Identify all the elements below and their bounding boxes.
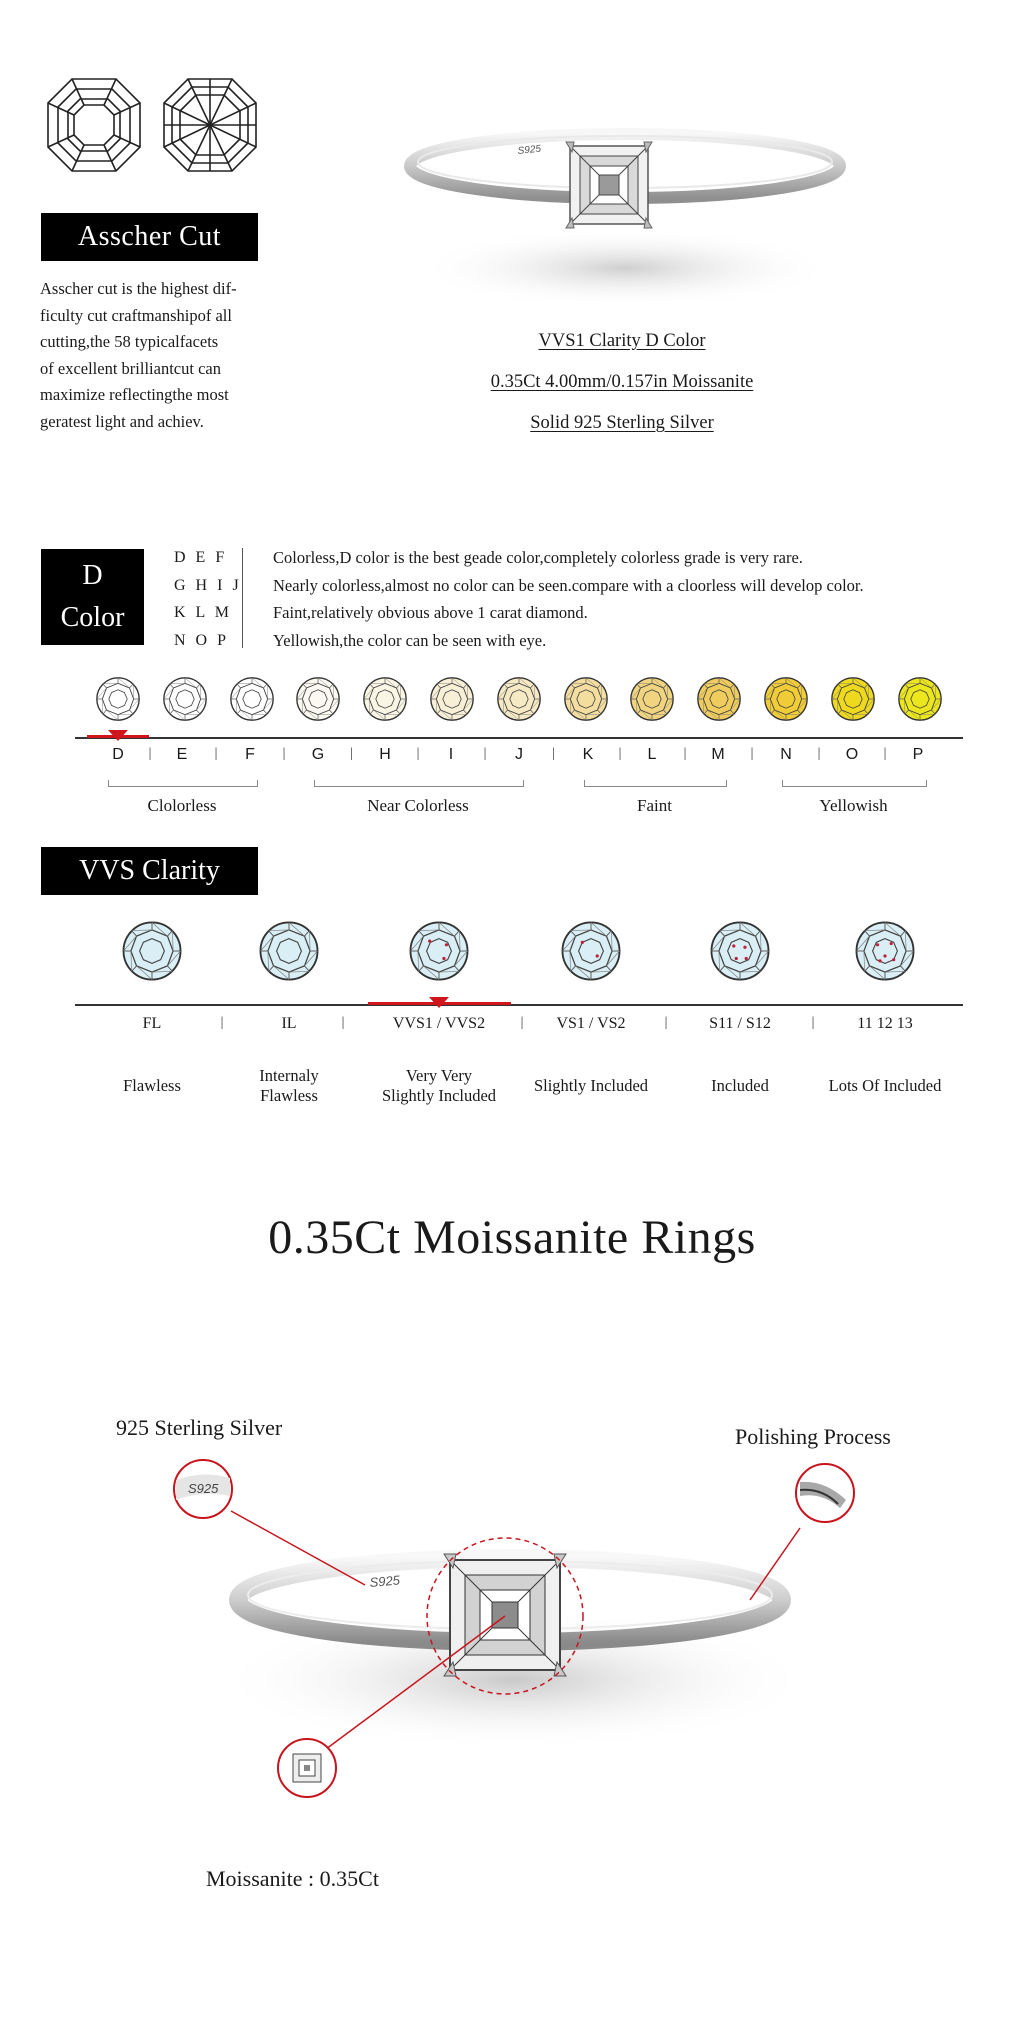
color-grade-separator: | [350,746,353,761]
clarity-gem-icon [258,920,320,982]
color-selected-marker [87,729,149,745]
color-grade-codes: D E F G H I J K L M N O P [174,549,242,649]
clarity-gem-icon [854,920,916,982]
asscher-cut-description: Asscher cut is the highest dif- ficulty cut craftmanshipof all cutting,the 58 typicalfacets of excellent brilliantcut can maximize reflectingthe most geratest light and achiev. [40,279,237,431]
clarity-grade-label: VVS1 / VVS2 [392,1015,486,1032]
color-grade-i: I [448,746,454,763]
color-grade-g: G [311,746,325,763]
color-gem-e [162,676,208,722]
moissanite-callout-circle [278,1739,336,1797]
color-grade-separator: | [416,746,420,761]
color-grade-separator: | [817,746,821,761]
color-grade-separator: | [750,746,754,761]
clarity-grade-label: 11 12 13 [857,1015,913,1032]
color-grade-n: N [780,746,792,763]
clarity-grade-separator: | [664,1015,668,1030]
spec-clarity-color: VVS1 Clarity D Color [538,331,706,351]
color-grade-m: M [711,746,725,763]
color-gem-l [629,676,675,722]
polish-callout-circle [796,1464,854,1522]
color-group-label: Clolorless [147,796,217,815]
color-grade-separator: | [883,746,887,761]
color-grade-j: J [515,746,523,763]
color-grade-descriptions: Colorless,D color is the best geade color,completely colorless grade is very rare. Nearly colorless,almost no color can be seen.compare with a cloorless will develop color. Faint,relatively obvious above 1 carat diamond. Yellowish,the color can be seen with eye. [273,548,864,650]
spec-material: Solid 925 Sterling Silver [530,413,714,433]
ring-product-image-bottom [0,1400,1024,1900]
color-grade-p: P [912,746,924,763]
callout-polishing-process: Polishing Process [735,1424,891,1449]
color-grade-o: O [845,746,859,763]
callout-moissanite: Moissanite : 0.35Ct [206,1866,379,1891]
clarity-grade-description: Included [711,1076,769,1095]
clarity-grade-description: Lots Of Included [828,1076,942,1095]
clarity-gem-icon [408,920,470,982]
color-grade-separator: | [618,746,622,761]
color-grade-separator: | [214,746,218,761]
color-grade-separator: | [683,746,687,761]
clarity-grade-label: IL [281,1015,297,1032]
color-group-bracket [314,780,524,787]
color-group-bracket [584,780,727,787]
clarity-gem-icon [560,920,622,982]
color-gem-k [563,676,609,722]
asscher-cut-bottom-icon [164,79,256,171]
color-grade-e: E [176,746,188,763]
stone-icon-bottom [444,1554,566,1676]
svg-text:S925: S925 [188,1481,219,1496]
color-grade-separator: | [483,746,487,761]
color-grade-d: D [112,746,124,763]
asscher-cut-title: Asscher Cut [41,213,258,261]
color-group-label: Near Colorless [367,796,469,815]
clarity-grade-separator: | [520,1015,524,1030]
color-grade-separator: | [552,746,555,761]
spec-size: 0.35Ct 4.00mm/0.157in Moissanite [490,372,754,392]
color-grade-separator: | [148,746,152,761]
color-group-label: Faint [637,796,672,815]
clarity-grade-label: VS1 / VS2 [556,1015,626,1032]
clarity-gem-icon [121,920,183,982]
asscher-cut-diagrams [44,75,264,175]
color-grade-f: F [245,746,255,763]
product-specs [430,326,814,449]
clarity-grade-label: S11 / S12 [709,1015,771,1032]
grade-divider [242,548,243,648]
color-gem-m [696,676,742,722]
clarity-grade-description: Flawless [123,1076,181,1095]
color-gem-f [229,676,275,722]
clarity-scale-line [75,1004,963,1006]
color-gem-i [429,676,475,722]
color-gem-d [95,676,141,722]
color-grade-l: L [647,746,657,763]
color-gem-n [763,676,809,722]
color-scale-line [75,737,963,739]
clarity-grade-separator: | [811,1015,815,1030]
asscher-cut-top-icon [48,79,140,171]
clarity-grade-description: Internaly Flawless [259,1066,319,1105]
vvs-clarity-title: VVS Clarity [41,847,258,895]
stone-icon-top [566,142,652,228]
color-gem-o [830,676,876,722]
color-gem-j [496,676,542,722]
callout-sterling-silver: 925 Sterling Silver [116,1415,283,1440]
color-grade-separator: | [282,746,286,761]
color-gem-h [362,676,408,722]
color-gem-g [295,676,341,722]
clarity-grade-separator: | [220,1015,224,1030]
ring-product-image-top [400,118,850,308]
color-group-label: Yellowish [819,796,888,815]
clarity-gem-icon [709,920,771,982]
color-gem-p [897,676,943,722]
clarity-grade-description: Slightly Included [533,1076,649,1095]
clarity-grade-description: Very Very Slightly Included [381,1066,497,1105]
ring-engraving-top: S925 [517,143,542,157]
color-grade-k: K [582,746,594,763]
color-group-bracket [782,780,927,787]
silver-callout-circle [174,1460,232,1518]
clarity-selected-marker [368,996,511,1012]
ring-engraving-bottom: S925 [368,1572,401,1590]
color-group-bracket [108,780,258,787]
clarity-grade-separator: | [341,1015,345,1030]
color-grade-h: H [379,746,391,763]
d-color-title: D Color [41,549,144,645]
product-title: 0.35Ct Moissanite Rings [268,1211,756,1264]
clarity-grade-label: FL [142,1015,162,1032]
